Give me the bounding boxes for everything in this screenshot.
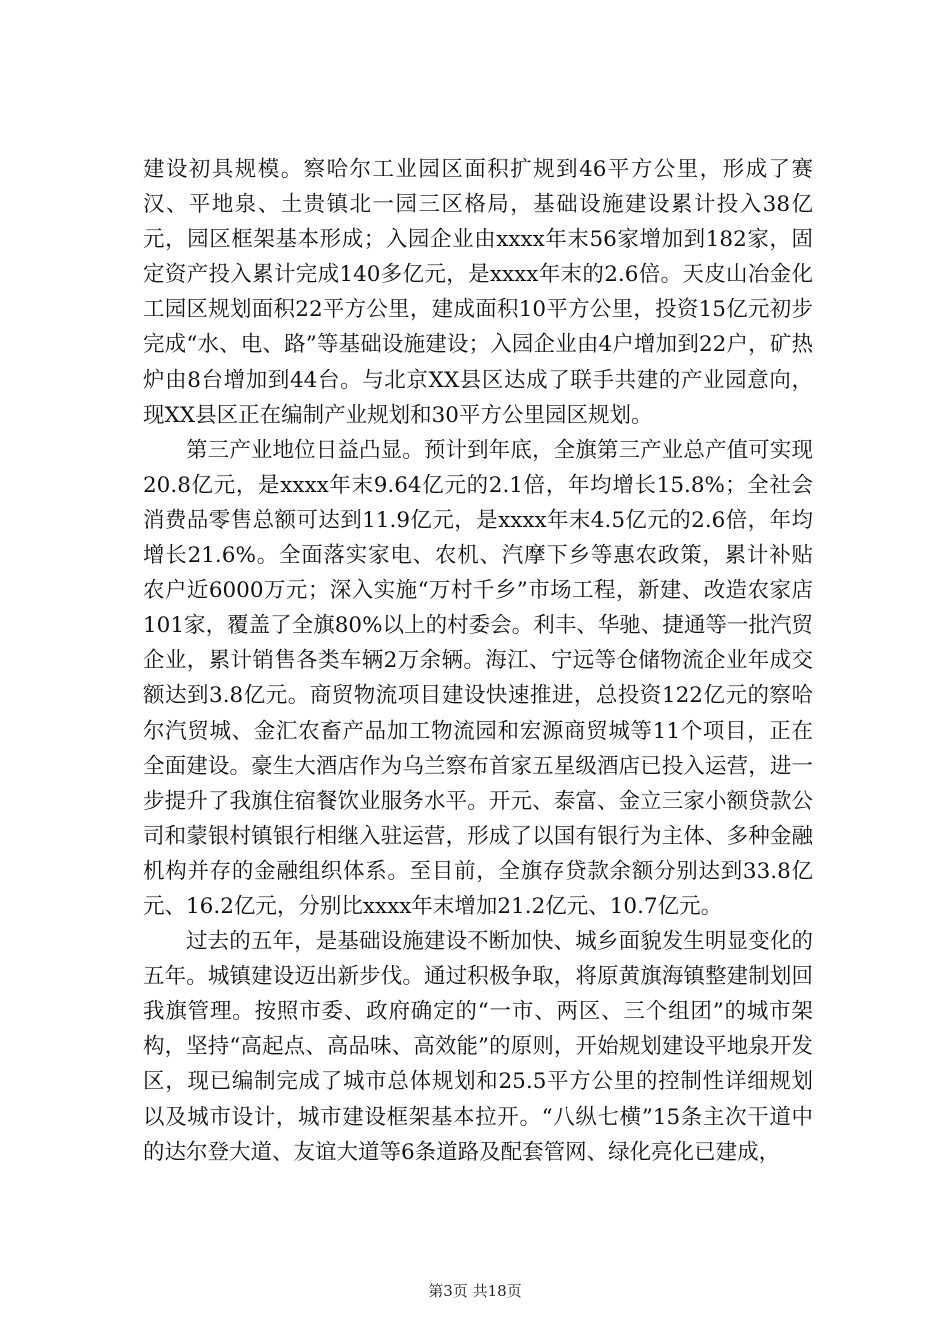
document-body <box>143 152 813 1170</box>
paragraph-infrastructure: 过去的五年，是基础设施建设不断加快、城乡面貌发生明显变化的五年。城镇建设迈出新步伐。通过积极争取，将原黄旗海镇整建制划回我旗管理。按照市委、政府确定的“一市、两区、三个组团”的城市架构，坚持“高起点、高品味、高效能”的原则，开始规划建设平地泉开发区，现已编制完成了城市总体规划和25.5平方公里的控制性详细规划以及城市设计，城市建设框架基本拉开。“八纵七横”15条主次干道中的达尔登大道、友谊大道等6条道路及配套管网、绿化亮化已建成， <box>143 929 813 1165</box>
page-footer <box>0 1280 950 1301</box>
page-number: 第3页 共18页 <box>428 1282 522 1300</box>
paragraph-tertiary-industry: 第三产业地位日益凸显。预计到年底，全旗第三产业总产值可实现20.8亿元，是xxxx年末9.64亿元的2.1倍，年均增长15.8%；全社会消费品零售总额可达到11.9亿元，是xxxx年末4.5亿元的2.6倍，年均增长21.6%。全面落实家电、农机、汽摩下乡等惠农政策，累计补贴农户近6000万元；深入实施“万村千乡”市场工程，新建、改造农家店101家，覆盖了全旗80%以上的村委会。利丰、华驰、捷通等一批汽贸企业，累计销售各类车辆2万余辆。海江、宁远等仓储物流企业年成交额达到3.8亿元。商贸物流项目建设快速推进，总投资122亿元的察哈尔汽贸城、金汇农畜产品加工物流园和宏源商贸城等11个项目，正在全面建设。豪生大酒店作为乌兰察布首家五星级酒店已投入运营，进一步提升了我旗住宿餐饮业服务水平。开元、泰富、金立三家小额贷款公司和蒙银村镇银行相继入驻运营，形成了以国有银行为主体、多种金融机构并存的金融组织体系。至目前，全旗存贷款余额分别达到33.8亿元、16.2亿元，分别比xxxx年末增加21.2亿元、10.7亿元。 <box>143 437 813 919</box>
paragraph-industrial-parks: 建设初具规模。察哈尔工业园区面积扩规到46平方公里，形成了赛汉、平地泉、土贵镇北一园三区格局，基础设施建设累计投入38亿元，园区框架基本形成；入园企业由xxxx年末56家增加到182家，固定资产投入累计完成140多亿元，是xxxx年末的2.6倍。天皮山冶金化工园区规划面积22平方公里，建成面积10平方公里，投资15亿元初步完成“水、电、路”等基础设施建设；入园企业由4户增加到22户，矿热炉由8台增加到44台。与北京XX县区达成了联手共建的产业园意向，现XX县区正在编制产业规划和30平方公里园区规划。 <box>143 157 813 428</box>
